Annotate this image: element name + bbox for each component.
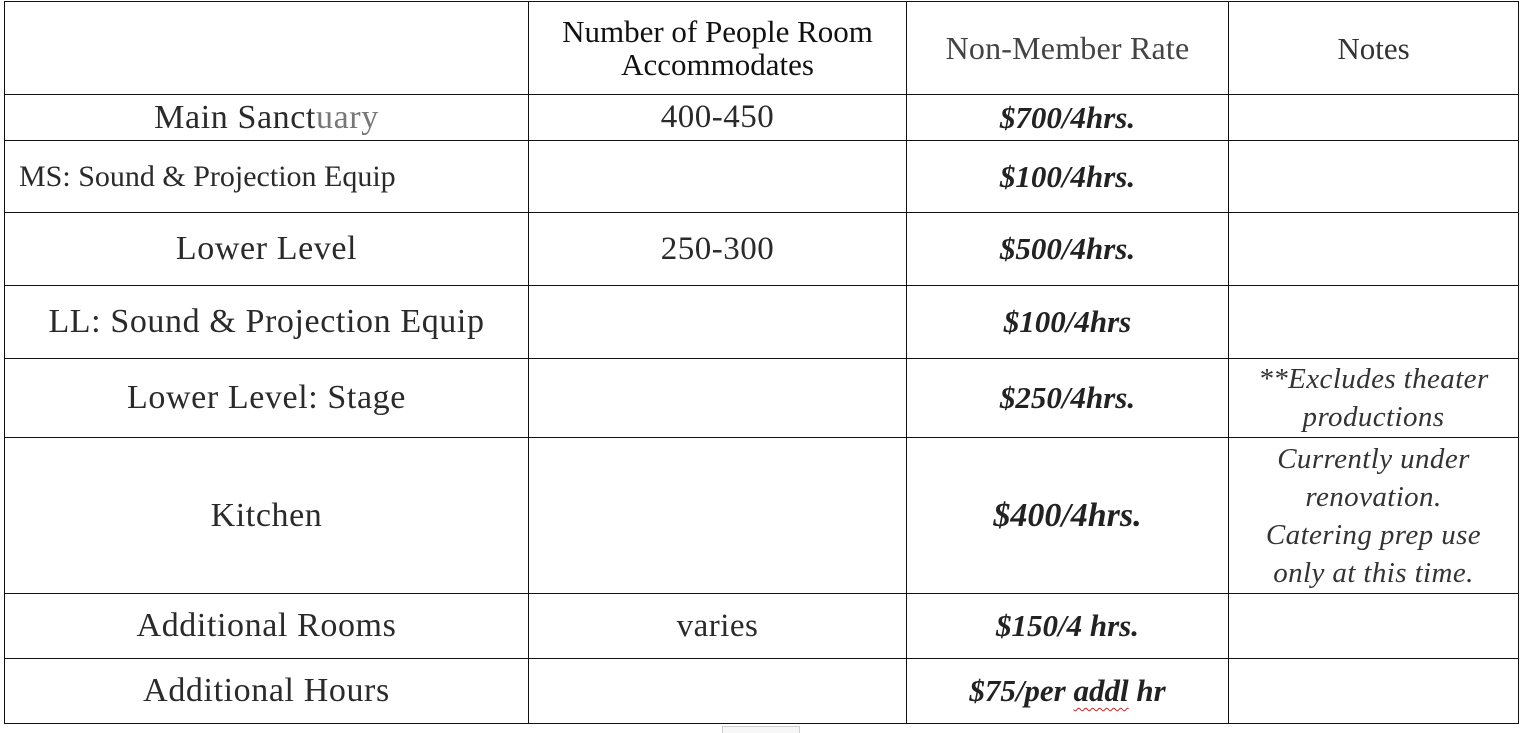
table-row bbox=[5, 141, 1519, 213]
room-rate: $100/4hrs. bbox=[907, 141, 1229, 213]
room-capacity: 400-450 bbox=[529, 95, 907, 141]
table-row bbox=[5, 359, 1519, 438]
room-rate: $500/4hrs. bbox=[907, 213, 1229, 286]
note-line: Currently under bbox=[1277, 442, 1470, 475]
note-line: renovation. bbox=[1305, 480, 1442, 513]
note-line: Catering prep use bbox=[1265, 518, 1482, 551]
room-notes bbox=[1229, 95, 1519, 141]
room-rate: $700/4hrs. bbox=[907, 95, 1229, 141]
room-notes bbox=[1229, 359, 1519, 438]
rental-rates-table bbox=[4, 1, 1519, 724]
room-rate: $250/4hrs. bbox=[907, 359, 1229, 438]
room-capacity bbox=[529, 659, 907, 724]
table-row bbox=[5, 659, 1519, 724]
room-notes bbox=[1229, 659, 1519, 724]
room-rate: $100/4hrs bbox=[907, 286, 1229, 359]
room-capacity bbox=[529, 438, 907, 594]
room-notes bbox=[1229, 438, 1519, 594]
room-rate bbox=[907, 659, 1229, 724]
table-row bbox=[5, 213, 1519, 286]
room-capacity bbox=[529, 286, 907, 359]
room-notes bbox=[1229, 141, 1519, 213]
header-notes: Notes bbox=[1229, 2, 1519, 95]
note-line: **Excludes theater bbox=[1258, 363, 1489, 395]
room-name-text: Main Sanct bbox=[154, 98, 316, 136]
table-row bbox=[5, 286, 1519, 359]
note-line: only at this time. bbox=[1273, 556, 1474, 589]
room-rate: $150/4 hrs. bbox=[907, 594, 1229, 659]
room-name: Kitchen bbox=[5, 438, 529, 594]
room-name: MS: Sound & Projection Equip bbox=[5, 141, 529, 213]
spellcheck-flagged-word: addl bbox=[1073, 673, 1129, 708]
rate-text: $75/per bbox=[969, 673, 1074, 708]
room-capacity bbox=[529, 359, 907, 438]
rate-text: hr bbox=[1128, 673, 1166, 708]
room-notes bbox=[1229, 286, 1519, 359]
room-name: Lower Level: Stage bbox=[5, 359, 529, 438]
room-capacity: 250-300 bbox=[529, 213, 907, 286]
note-line: productions bbox=[1302, 401, 1445, 433]
table-row bbox=[5, 95, 1519, 141]
header-row bbox=[5, 2, 1519, 95]
room-notes bbox=[1229, 594, 1519, 659]
room-rate: $400/4hrs. bbox=[907, 438, 1229, 594]
room-name: Additional Rooms bbox=[5, 594, 529, 659]
table-row bbox=[5, 594, 1519, 659]
header-room bbox=[5, 2, 529, 95]
room-name bbox=[5, 95, 529, 141]
table-row bbox=[5, 438, 1519, 594]
header-capacity: Number of People Room Accommodates bbox=[529, 2, 907, 95]
room-capacity bbox=[529, 141, 907, 213]
room-name: LL: Sound & Projection Equip bbox=[5, 286, 529, 359]
room-capacity: varies bbox=[529, 594, 907, 659]
room-name: Additional Hours bbox=[5, 659, 529, 724]
header-rate: Non-Member Rate bbox=[907, 2, 1229, 95]
room-name-text-faded: uary bbox=[315, 98, 379, 136]
room-name: Lower Level bbox=[5, 213, 529, 286]
room-notes bbox=[1229, 213, 1519, 286]
